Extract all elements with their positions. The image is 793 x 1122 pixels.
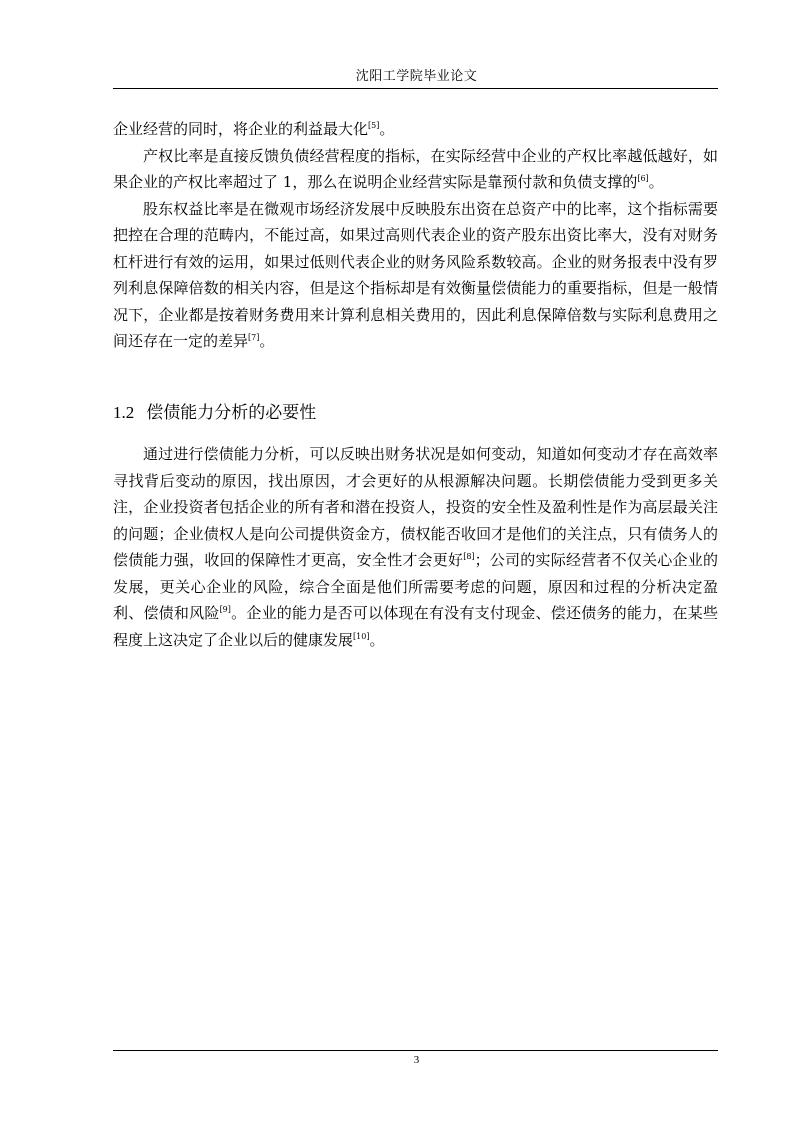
paragraph-necessity: [113, 441, 718, 653]
paragraph-text: 通过进行偿债能力分析，可以反映出财务状况是如何变动，知道如何变动才存在高效率寻找背后变动的原因，找出原因，才会更好的从根源解决问题。长期偿债能力受到更多关注，企业投资者包括企业的所有者和潜在投资人，投资的安全性及盈利性是作为高层最关注的问题；企业债权人是向公司提供资金方，债权能否收回才是他们的关注点，只有债务人的偿债能力强，收回的保障性才更高，安全性才会更好: [113, 445, 718, 569]
citation-ref: [8]: [463, 552, 475, 561]
section-heading: [113, 398, 316, 423]
paragraph-tail: 。: [259, 332, 275, 350]
body-text-block-2: [113, 441, 718, 653]
citation-ref: [10]: [353, 631, 370, 641]
section-title: 偿债能力分析的必要性: [146, 403, 317, 423]
paragraph-continuation: [113, 116, 718, 143]
paragraph-text: 。企业的能力是否可以体现在有没有支付现金、偿还债务的能力，在某些程度上这决定了企业以后的健康发展: [113, 604, 718, 649]
citation-ref: [7]: [248, 333, 260, 342]
paragraph-equity-ratio: [113, 143, 718, 196]
paragraph-text: 企业经营的同时，将企业的利益最大化: [113, 120, 369, 138]
paragraph-shareholder-equity-ratio: [113, 196, 718, 355]
paragraph-tail: 。: [369, 630, 385, 649]
paragraph-text: 股东权益比率是在微观市场经济发展中反映股东出资在总资产中的比率，这个指标需要把控在合理的范畴内，不能过高，如果过高则代表企业的资产股东出资比率大，没有对财务杠杆进行有效的运用，如果过低则代表企业的财务风险系数较高。企业的财务报表中没有罗列利息保障倍数的相关内容，但是这个指标却是有效衡量偿债能力的重要指标，但是一般情况下，企业都是按着财务费用来计算利息相关费用的，因此利息保障倍数与实际利息费用之间还存在一定的差异: [113, 199, 718, 350]
page-header-title: 沈阳工学院毕业论文: [355, 69, 478, 84]
citation-ref: [6]: [637, 174, 649, 183]
paragraph-text: 产权比率是直接反馈负债经营程度的指标，在实际经营中企业的产权比率越低越好，如果企业的产权比率超过了 1，那么在说明企业经营实际是靠预付款和负债支撑的: [113, 146, 718, 191]
page-number: 3: [413, 1054, 420, 1066]
footer-divider: [113, 1050, 718, 1051]
paragraph-tail: 。: [648, 173, 664, 191]
paragraph-tail: 。: [379, 120, 395, 138]
citation-ref: [9]: [219, 605, 231, 614]
paragraph-text: ；公司的实际经营者不仅关心企业的发展，更关心企业的风险，综合全面是他们所需要考虑的问题，原因和过程的分析决定盈利、偿债和风险: [113, 551, 718, 622]
header-divider: [113, 88, 718, 89]
section-number: 1.2: [113, 403, 135, 422]
citation-ref: [5]: [368, 121, 380, 130]
body-text-block-1: [113, 116, 718, 355]
